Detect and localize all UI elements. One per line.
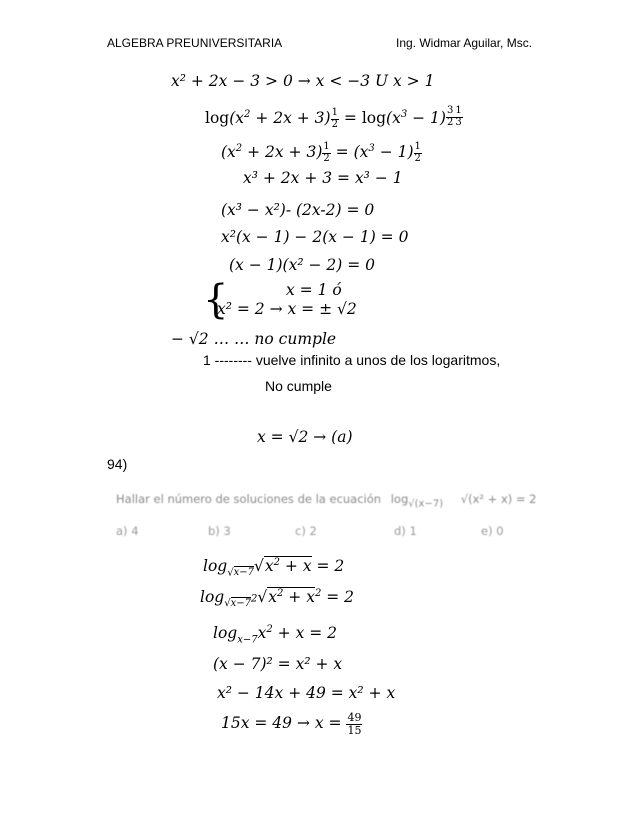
solution-line-6-text: 15x = 49 → x = (221, 714, 342, 733)
header-left: ALGEBRA PREUNIVERSITARIA (107, 36, 283, 50)
solution-line-4: (x − 7)² = x² + x (213, 655, 343, 673)
power-equation-line: $(x^2 + 2x + 3)$ $\frac{1}{2}$ = $(x^3 - 1)$ $\frac{1}{2}$ (221, 141, 421, 164)
grouping-line: (x³ − x²)- (2x-2) = 0 (221, 201, 375, 219)
cubic-equation-line: x³ + 2x + 3 = x³ − 1 (243, 169, 403, 187)
problem-number: 94) (107, 456, 128, 472)
option-b: b) 3 (208, 524, 231, 538)
factor-line: x²(x − 1) − 2(x − 1) = 0 (221, 228, 409, 246)
header-right: Ing. Widmar Aguilar, Msc. (396, 36, 533, 50)
option-e: e) 0 (481, 524, 504, 538)
root-sqrt-line: x² = 2 → x = ± √2 (217, 300, 357, 318)
solution-log-line-1: $\log_{√x-7}√x^2 + x = 2$ (203, 557, 345, 579)
option-c: c) 2 (295, 524, 317, 538)
solution-log-line-3: $\log_{x-7}x^2 + x = 2$ (213, 624, 338, 646)
solution-log-line-2: $\log_{√x-7^2}√x^2 + x^2 = 2$ (200, 588, 355, 610)
option-d: d) 1 (394, 524, 417, 538)
no-cumple-text: No cumple (265, 378, 332, 394)
option-a: a) 4 (116, 524, 139, 538)
final-answer-line: x = √2 → (a) (257, 428, 353, 446)
problem-statement: Hallar el número de soluciones de la ecuación $\log_{√(x-7)} √(x^2 + x) = 2$ (116, 492, 537, 510)
no-cumple-line: − √2 … … no cumple (171, 330, 337, 348)
solution-line-6: 15x = 49 → x = $\frac{49}{15}$ (221, 711, 362, 737)
solution-line-5: x² − 14x + 49 = x² + x (217, 684, 396, 702)
factored-line: (x − 1)(x² − 2) = 0 (229, 256, 375, 274)
infinite-note: 1 -------- vuelve infinito a unos de los logaritmos, (203, 352, 501, 368)
inequality-line: x² + 2x − 3 > 0 → x < −3 U x > 1 (171, 72, 435, 90)
log-equation-line: $\log(x^2 + 2x + 3)$ $\frac{1}{2}$ = $\log(x^3 - 1)$ $\frac{3}{2}$ $\frac{1}{3}$ (205, 105, 462, 130)
system-brace: { (203, 277, 229, 323)
root-one-line: x = 1 ó (286, 281, 342, 299)
